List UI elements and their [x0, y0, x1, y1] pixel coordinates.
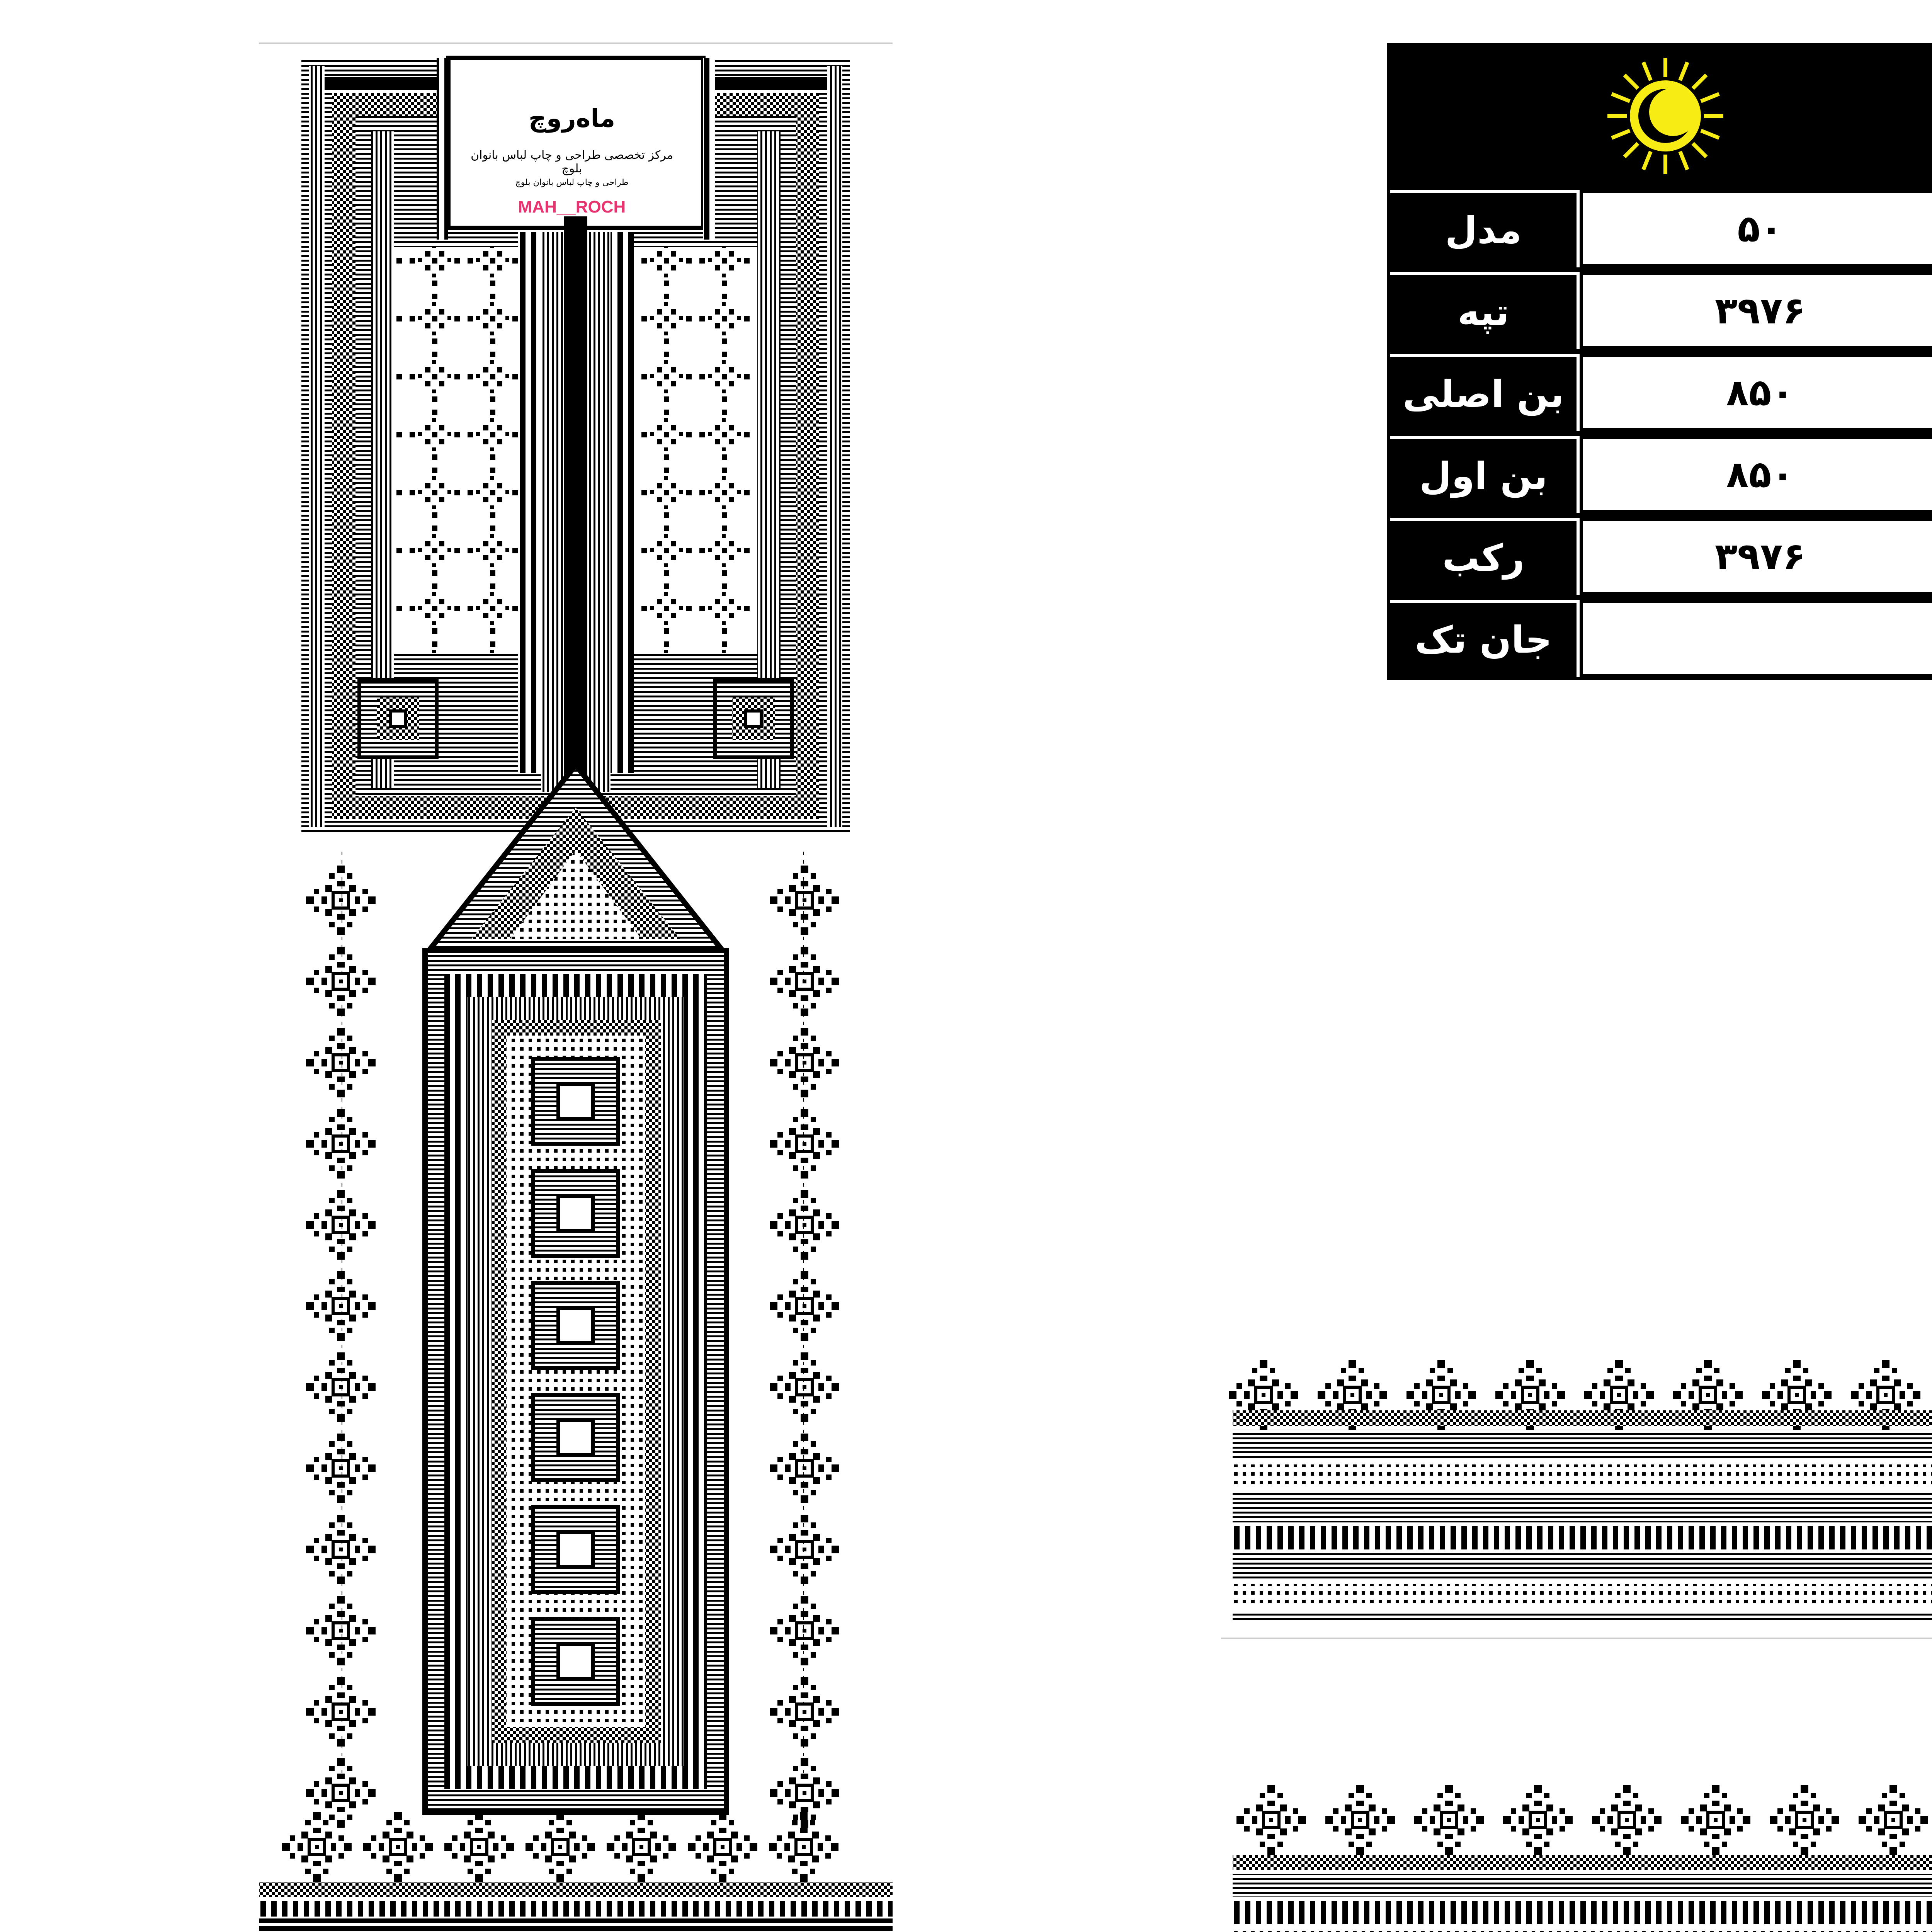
spec-value: ۳۹۷۶ — [1580, 272, 1932, 349]
spec-value: ۵۰ — [1580, 190, 1932, 267]
spec-label: بن اول — [1390, 436, 1580, 513]
spec-label: تپه — [1390, 272, 1580, 349]
spec-table — [1387, 43, 1932, 680]
spec-row-main-base — [1390, 349, 1932, 431]
spec-label: جان تک — [1390, 600, 1580, 677]
border-strip-2 — [1233, 1785, 1932, 1932]
spec-label: بن اصلی — [1390, 354, 1580, 431]
sun-logo-icon — [1390, 46, 1932, 185]
spec-row-jantak — [1390, 595, 1932, 677]
dress-hem-border — [259, 1812, 893, 1931]
spec-value: ۸۵۰ — [1580, 436, 1932, 513]
spec-row-tappeh — [1390, 267, 1932, 349]
spec-label: رکب — [1390, 518, 1580, 595]
collar-label — [464, 62, 680, 217]
spec-value: ۳۹۷۶ — [1580, 518, 1932, 595]
collar-subtagline: طراحی و چاپ لباس بانوان بلوچ — [515, 178, 629, 187]
chest-panel — [425, 765, 726, 1812]
border-strip-1 — [1229, 1360, 1932, 1623]
spec-value: ۸۵۰ — [1580, 354, 1932, 431]
spec-value — [1580, 600, 1932, 677]
brand-logo — [1390, 46, 1932, 185]
collar-tagline: مرکز تخصصی طراحی و چاپ لباس بانوان بلوچ — [471, 148, 673, 175]
spec-row-cuff — [1390, 513, 1932, 595]
spec-label: مدل — [1390, 190, 1580, 267]
instagram-handle: MAH__ROCH — [518, 197, 626, 216]
spec-row-model — [1390, 185, 1932, 267]
spec-row-first-base — [1390, 431, 1932, 513]
collar-brand-name: ماه‌روچ — [528, 104, 616, 133]
